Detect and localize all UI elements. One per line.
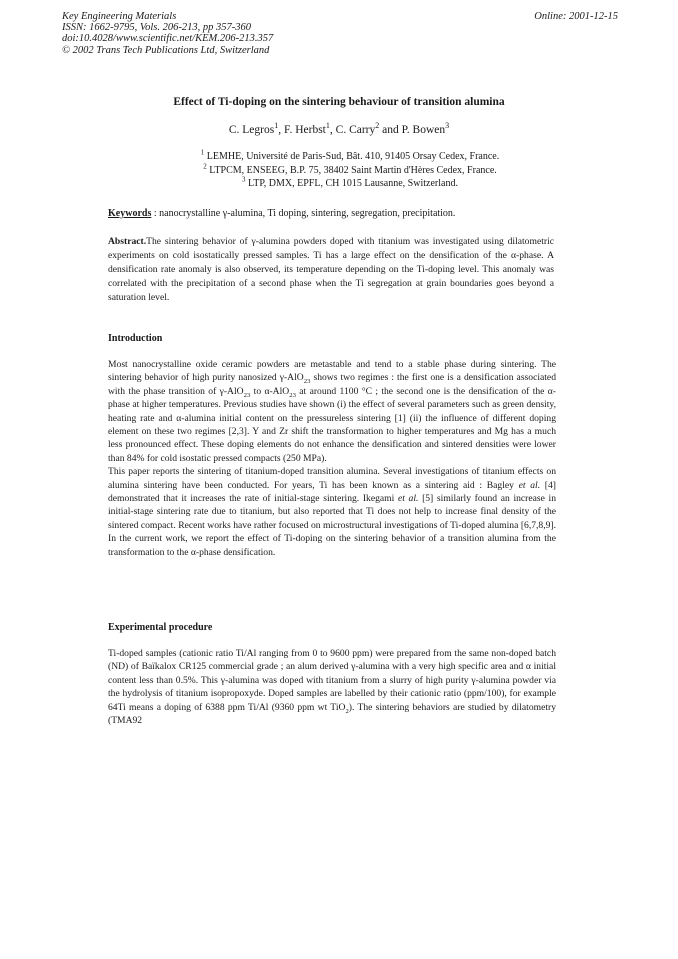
affiliation-mark: 1 [200, 148, 205, 157]
journal-name: Key Engineering Materials [62, 11, 177, 22]
affiliation-text: LTPCM, ENSEEG, B.P. 75, 38402 Saint Martin d'Hères Cedex, France. [209, 164, 497, 176]
subscript: 3 [246, 391, 251, 399]
affiliation-mark: 3 [242, 175, 246, 184]
author-separator: , [278, 124, 284, 136]
subscript: 3 [307, 378, 311, 386]
text-run: [4] demonstrated that it increases the rate of initial-stage sintering. Ikegami [108, 479, 556, 505]
doi-line[interactable]: doi:10.4028/www.scientific.net/KEM.206-213.357 [62, 33, 274, 45]
affiliation-mark: 2 [203, 162, 207, 171]
text-run: at around 1100 °C ; the second one is the densification of the α-phase at higher temperatures. Previous studies have shown (i) the effect of several parameters such as green density, heating rate and α-alumina initial content on the pressureless sintering [1] (ii) the influence of different doping element on these two regimes [2,3]. Y and Zr shift the transformation to higher temperatures and Mg has a much less pronounced effect. These doping elements do not enhance the densification and sintered densities were lower than 84% for cold isostatic pressed compacts (250 MPa). [108, 385, 556, 464]
journal-header [62, 11, 618, 56]
affiliation-text: LEMHE, Université de Paris-Sud, Bât. 410, 91405 Orsay Cedex, France. [206, 151, 500, 162]
author-affil-mark: 1 [274, 121, 279, 131]
subscript: 2 [345, 707, 349, 715]
introduction-paragraph [108, 465, 556, 559]
affiliation-line [150, 177, 550, 191]
author-affil-mark: 1 [325, 121, 330, 131]
affiliation-list [150, 150, 550, 191]
author-name: C. Legros [228, 124, 275, 136]
author-affil-mark: 2 [375, 121, 380, 131]
abstract-block [108, 235, 554, 305]
text-run: shows two regimes : the first one is a densification associated with the phase transition of γ-Al [108, 372, 556, 397]
abstract-label: Abstract. [108, 236, 147, 247]
text-run: This paper reports the sintering of titanium-doped transition alumina. Several investigations of titanium effects on alumina sintering have been conducted. For years, Ti has been known as a sintering aid : Bagley [108, 466, 556, 491]
affiliation-line [150, 150, 550, 164]
author-separator: , [329, 124, 336, 136]
keywords-line [108, 208, 568, 219]
text-run: O [236, 385, 244, 397]
keywords-label: Keywords [108, 208, 152, 219]
subscript: 3 [292, 391, 296, 399]
italic-run: et al. [397, 493, 419, 505]
text-run: Most nanocrystalline oxide ceramic powders are metastable and tend to a stable phase during sintering. The sintering behavior of high purity nanosized γ-Al [108, 359, 556, 384]
issn-line: ISSN: 1662-9795, Vols. 206-213, pp 357-360 [62, 22, 251, 34]
italic-run: et al. [518, 479, 541, 491]
online-date: Online: 2001-12-15 [534, 11, 618, 22]
abstract-text: The sintering behavior of γ-alumina powders doped with titanium was investigated using dilatometric experiments on cold isostatically pressed samples. Ti has a large effect on the densification of the α-phase. A densification rate anomaly is also observed, its temperature depending on the Ti-doping level. This anomaly was correlated with the precipitation of a second phase when the Ti segregation at grain boundaries goes beyond a saturation level. [108, 236, 554, 303]
text-run: O [282, 385, 290, 397]
affiliation-line [150, 164, 550, 178]
keywords-text: nanocrystalline γ-alumina, Ti doping, sintering, segregation, precipitation. [159, 208, 456, 219]
author-name: C. Carry [335, 124, 376, 136]
text-run: to α-Al [250, 385, 283, 397]
text-run: Ti-doped samples (cationic ratio Ti/Al ranging from 0 to 9600 ppm) were prepared from the same non-doped batch (ND) of Baïkalox CR125 commercial grade ; an alum derived γ-alumina with a very high specific area and α initial content less than 0.5%. This γ-alumina was doped with titanium from a slurry of high purity γ-alumina powder via the hydrolysis of titanium isopropoxyde. Doped samples are labelled by their cationic ratio (ppm/100), for example 64Ti means a doping of 6388 ppm Ti/Al (9360 ppm wt TiO [108, 648, 556, 713]
affiliation-text: LTP, DMX, EPFL, CH 1015 Lausanne, Switzerland. [248, 178, 458, 189]
paper-title: Effect of Ti-doping on the sintering behaviour of transition alumina [173, 96, 505, 108]
introduction-heading: Introduction [108, 333, 163, 344]
text-run: [5] similarly found an increase in initial-stage sintering rate due to titanium, but also reported that Ti does not help to increase final density of the sintered compact. Recent works have rather focused on microstructural investigations of Ti-doped alumina [6,7,8,9]. In the current work, we report the effect of Ti-doping on the sintering behavior of a transition alumina from the transformation to the α-phase densification. [108, 493, 556, 558]
text-run: ). The sintering behaviors are studied by dilatometry (TMA92 [108, 701, 556, 727]
experimental-heading: Experimental procedure [108, 622, 213, 633]
introduction-paragraph [108, 358, 556, 465]
experimental-paragraph [108, 647, 556, 727]
author-list [0, 121, 678, 136]
subscript: 2 [243, 391, 247, 399]
author-name: P. Bowen [401, 124, 446, 136]
author-separator: and [379, 124, 402, 136]
copyright-line: © 2002 Trans Tech Publications Ltd, Switzerland [62, 44, 270, 56]
text-run: O [296, 372, 304, 384]
author-name: F. Herbst [283, 124, 326, 136]
subscript: 2 [303, 378, 308, 386]
experimental-body [108, 647, 556, 727]
keywords-separator: : [151, 208, 160, 219]
author-affil-mark: 3 [445, 121, 450, 131]
introduction-body [108, 358, 556, 559]
subscript: 2 [289, 391, 293, 399]
